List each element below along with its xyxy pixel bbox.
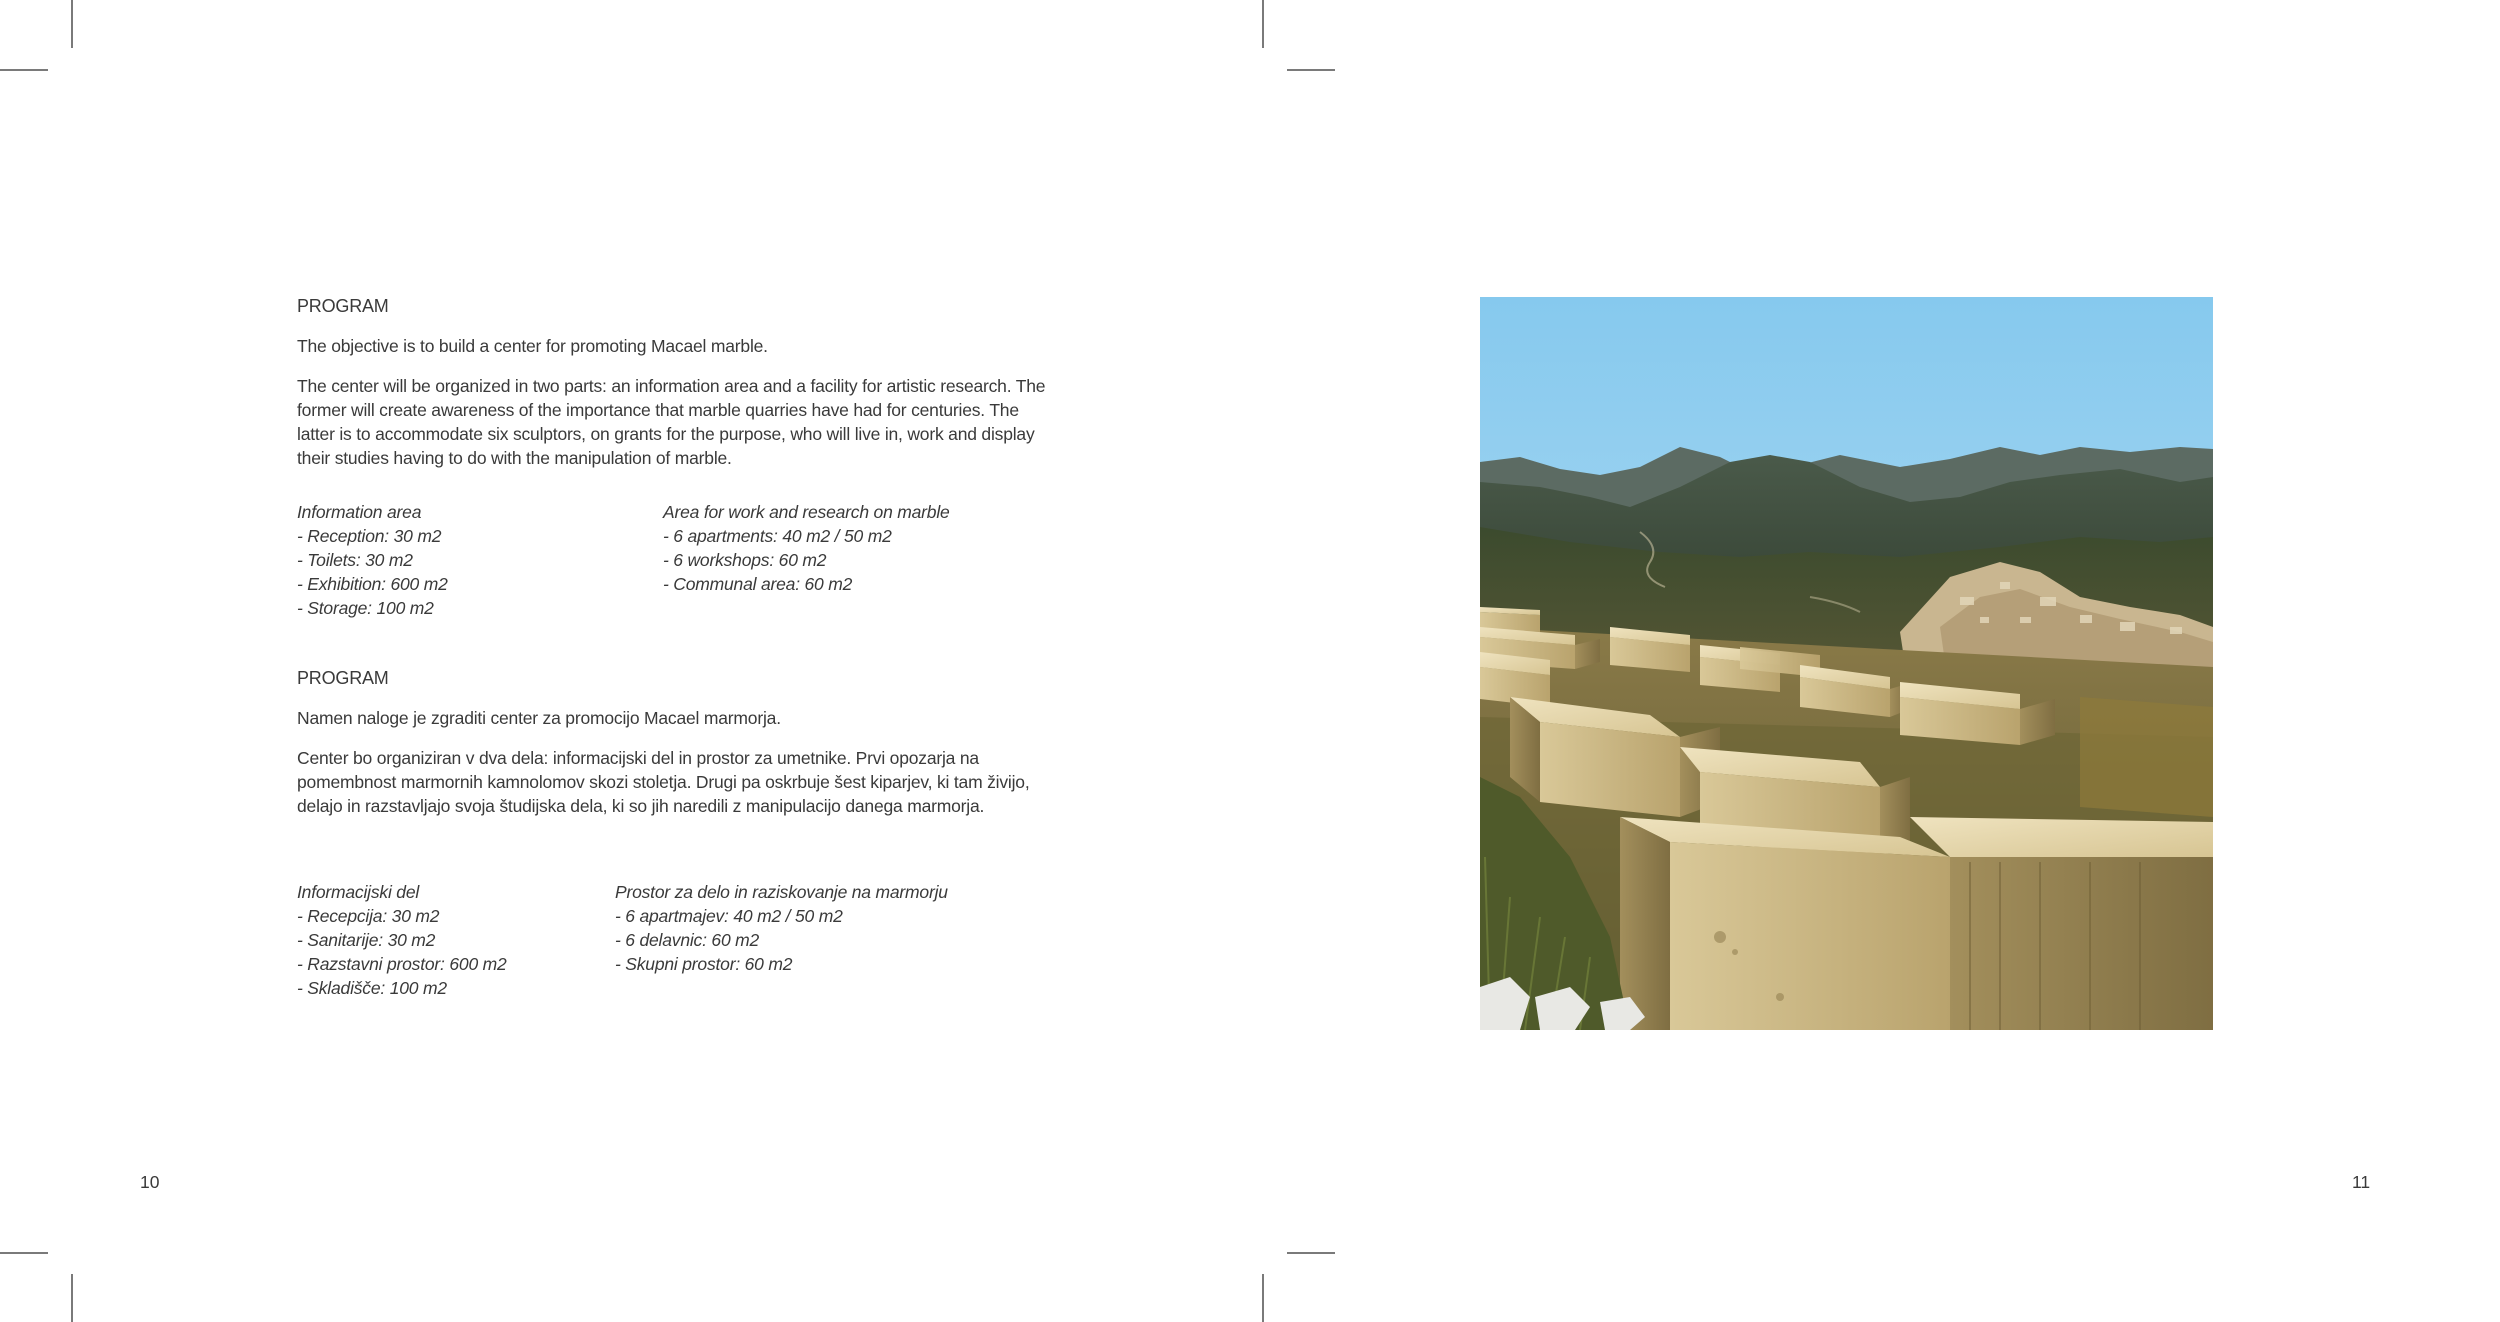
list-item: - Reception: 30 m2 bbox=[297, 526, 442, 546]
crop-mark bbox=[71, 1274, 73, 1322]
area-lists-sl bbox=[297, 880, 1057, 1000]
list-item: - Toilets: 30 m2 bbox=[297, 550, 413, 570]
list-title: Area for work and research on marble bbox=[663, 502, 950, 522]
program-text-column bbox=[297, 294, 1057, 1000]
description-line: latter is to accommodate six sculptors, on grants for the purpose, who will live in, work and display bbox=[297, 424, 1035, 444]
page-number-left: 10 bbox=[140, 1172, 160, 1192]
list-item: - 6 apartments: 40 m2 / 50 m2 bbox=[663, 526, 892, 546]
research-area-list bbox=[663, 500, 950, 596]
description-sl bbox=[297, 746, 1057, 818]
crop-mark bbox=[1262, 0, 1264, 48]
crop-mark bbox=[1262, 1274, 1264, 1322]
information-area-list bbox=[297, 500, 448, 620]
list-item: - Sanitarije: 30 m2 bbox=[297, 930, 436, 950]
list-title: Information area bbox=[297, 502, 422, 522]
list-item: - Razstavni prostor: 600 m2 bbox=[297, 954, 507, 974]
list-item: - 6 apartmajev: 40 m2 / 50 m2 bbox=[615, 906, 843, 926]
marble-quarry-photo bbox=[1480, 297, 2213, 1030]
description-line: former will create awareness of the importance that marble quarries have had for centuries. The bbox=[297, 400, 1019, 420]
list-title: Informacijski del bbox=[297, 882, 420, 902]
crop-mark bbox=[0, 69, 48, 71]
program-heading-en: PROGRAM bbox=[297, 296, 389, 316]
list-item: - Recepcija: 30 m2 bbox=[297, 906, 440, 926]
description-line: The center will be organized in two parts: an information area and a facility for artistic research. The bbox=[297, 376, 1046, 396]
list-item: - 6 delavnic: 60 m2 bbox=[615, 930, 760, 950]
list-item: - Storage: 100 m2 bbox=[297, 598, 434, 618]
list-item: - Communal area: 60 m2 bbox=[663, 574, 853, 594]
objective-en: The objective is to build a center for promoting Macael marble. bbox=[297, 336, 768, 356]
prostor-za-delo-list bbox=[615, 880, 948, 976]
list-title: Prostor za delo in raziskovanje na marmorju bbox=[615, 882, 948, 902]
description-line: delajo in razstavljajo svoja študijska dela, ki so jih naredili z manipulacijo danega marmorja. bbox=[297, 796, 985, 816]
objective-sl: Namen naloge je zgraditi center za promocijo Macael marmorja. bbox=[297, 708, 781, 728]
description-en bbox=[297, 374, 1057, 470]
crop-mark bbox=[1287, 1252, 1335, 1254]
list-item: - 6 workshops: 60 m2 bbox=[663, 550, 827, 570]
list-item: - Skupni prostor: 60 m2 bbox=[615, 954, 793, 974]
description-line: Center bo organiziran v dva dela: informacijski del in prostor za umetnike. Prvi opozarja na bbox=[297, 748, 979, 768]
crop-mark bbox=[71, 0, 73, 48]
crop-mark bbox=[0, 1252, 48, 1254]
list-item: - Skladišče: 100 m2 bbox=[297, 978, 447, 998]
list-item: - Exhibition: 600 m2 bbox=[297, 574, 448, 594]
informacijski-del-list bbox=[297, 880, 507, 1000]
area-lists-en bbox=[297, 500, 1057, 620]
page-number-right: 11 bbox=[2352, 1172, 2371, 1192]
crop-mark bbox=[1287, 69, 1335, 71]
program-heading-sl: PROGRAM bbox=[297, 668, 389, 688]
description-line: their studies having to do with the manipulation of marble. bbox=[297, 448, 732, 468]
description-line: pomembnost marmornih kamnolomov skozi stoletja. Drugi pa oskrbuje šest kiparjev, ki tam živijo, bbox=[297, 772, 1030, 792]
